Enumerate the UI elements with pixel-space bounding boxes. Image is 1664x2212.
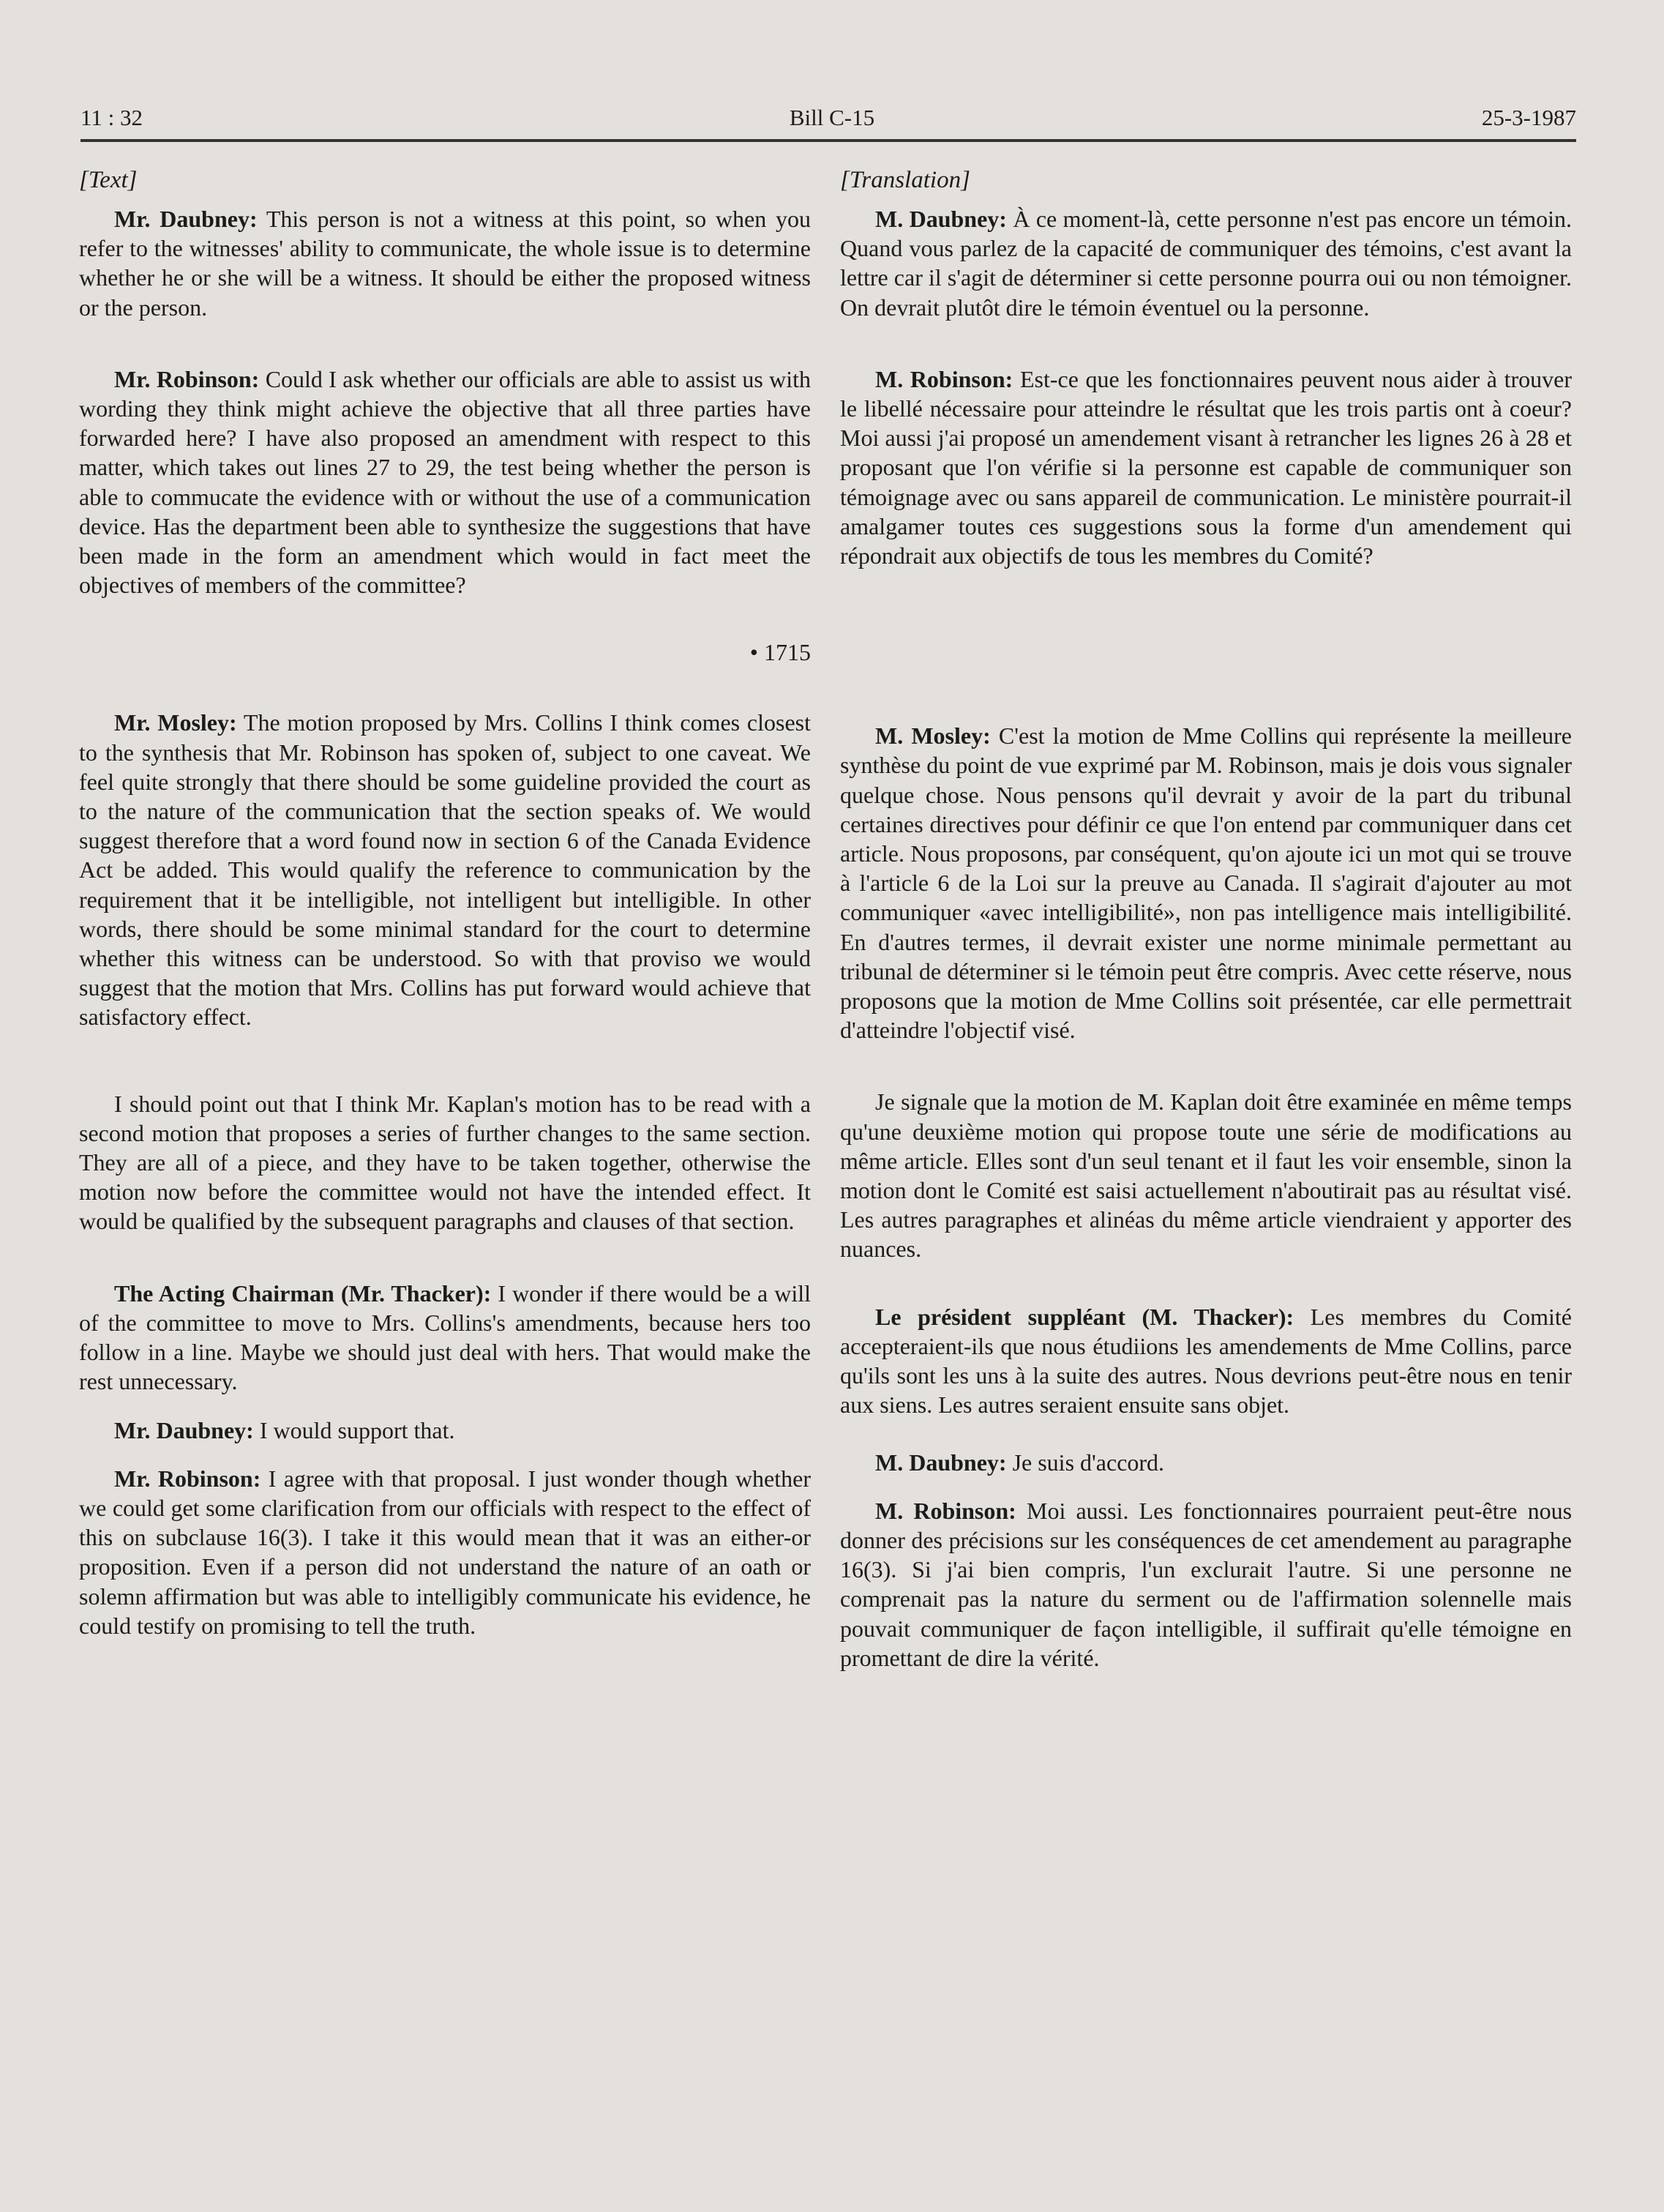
paragraph-text: Could I ask whether our officials are able to assist us with wording they think might achieve the objective that all three parties have forwarded here? I have also proposed an amendment with respect to this matter, which takes out lines 27 to 29, the test being whether the person is able to commucate the evidence with or without the use of a communication device. Has the department been able to synthesize the suggestions that have been made in the form an amendment which would in fact meet the objectives of members of the committee? (79, 365, 812, 599)
speaker-name: The Acting Chairman (Mr. Thacker): (114, 1279, 492, 1307)
speaker-name: Le président suppléant (M. Thacker): (875, 1303, 1294, 1330)
paragraph-chairman-fr (840, 1302, 1572, 1420)
paragraph-daubney-2-fr (840, 1448, 1572, 1477)
speaker-name: M. Mosley: (875, 722, 991, 750)
paragraph-text: C'est la motion de Mme Collins qui représente la meilleure synthèse du point de vue exprimé par M. Robinson, mais je dois vous signaler quelque chose. Nous pensons qu'il devrait y avoir de la part du tribunal certaines directives pour définir ce que l'on entend par communiquer dans cet article. Nous proposons, par conséquent, qu'on ajoute ici un mot qui se trouve à l'article 6 de la Loi sur la preuve au Canada. Il s'agirait d'ajouter au mot communiquer «avec intelligibilité», non pas intelligence mais intelligibilité. En d'autres termes, il devrait exister une norme minimale permettant au tribunal de déterminer si le témoin peut être compris. Avec cette réserve, nous proposons que la motion de Mme Collins soit présentée, car elle permettrait d'atteindre l'objectif visé. (840, 722, 1573, 1044)
bill-title: Bill C-15 (789, 105, 875, 130)
paragraph-daubney-1-fr (840, 204, 1572, 322)
speaker-name: Mr. Daubney: (114, 1416, 254, 1443)
speaker-name: M. Robinson: (875, 365, 1013, 392)
paragraph-text: Je suis d'accord. (1012, 1449, 1165, 1476)
paragraph-continuation (79, 1089, 811, 1236)
paragraph-daubney-2 (79, 1416, 811, 1445)
paragraph-text: À ce moment-là, cette personne n'est pas encore un témoin. Quand vous parlez de la capacité de communiquer des témoins, c'est avant la lettre car il s'agit de déterminer si cette personne pourra oui ou non témoigner. On devrait plutôt dire le témoin éventuel ou la personne. (840, 206, 1573, 321)
english-column (79, 165, 811, 1640)
paragraph-text: I agree with that proposal. I just wonder though whether we could get some clarification from our officials with respect to the effect of this on subclause 16(3). I take it this would mean that it was an either-or proposition. Even if a person did not understand the nature of an oath or solemn affirmation but was able to intelligibly communicate his evidence, he could testify on promising to tell the truth. (79, 1465, 812, 1639)
paragraph-daubney-1 (79, 204, 811, 322)
speaker-name: Mr. Mosley: (114, 709, 237, 736)
french-column (840, 165, 1572, 1673)
text-label: [Text] (79, 167, 138, 193)
paragraph-robinson-1-fr (840, 365, 1572, 570)
paragraph-robinson-1 (79, 365, 811, 600)
paragraph-robinson-2 (79, 1464, 811, 1640)
paragraph-text: I wonder if there would be a will of the committee to move to Mrs. Collins's amendments, because hers too follow in a line. Maybe we should just deal with hers. That would make the rest unnecessary. (79, 1279, 812, 1395)
paragraph-text: Est-ce que les fonctionnaires peuvent nous aider à trouver le libellé nécessaire pour atteindre le résultat que les trois partis ont à coeur? Moi aussi j'ai proposé un amendement visant à retrancher les lignes 26 à 28 et proposant que l'on vérifie si la personne est capable de communiquer son témoignage avec ou sans appareil de communication. Le ministère pourrait-il amalgamer toutes ces suggestions sous la forme d'un amendement qui répondrait aux objectifs de tous les membres du Comité? (840, 365, 1573, 569)
paragraph-text: Les membres du Comité accepteraient-ils que nous étudiions les amendements de Mme Collins, parce qu'ils sont les uns à la suite des autres. Nous devrions peut-être nous en tenir aux siens. Les autres seraient ensuite sans objet. (840, 1303, 1573, 1419)
speaker-name: Mr. Daubney: (114, 206, 258, 232)
paragraph-text: Je signale que la motion de M. Kaplan doit être examinée en même temps qu'une deuxième motion qui propose toute une série de modifications au même article. Elles sont d'un seul tenant et il faut les voir ensemble, sinon la motion dont le Comité est saisi actuellement n'aboutirait pas au résultat visé. Les autres paragraphes et alinéas du même article viendraient y apporter des nuances. (840, 1088, 1572, 1263)
paragraph-text: This person is not a witness at this point, so when you refer to the witnesses' ability to communicate, the whole issue is to determine whether he or she will be a witness. It should be either the proposed witness or the person. (79, 206, 812, 321)
translation-label: [Translation] (840, 167, 970, 193)
paragraph-mosley-fr (840, 721, 1572, 1045)
paragraph-text: Moi aussi. Les fonctionnaires pourraient peut-être nous donner des précisions sur les conséquences de cet amendement au paragraphe 16(3). Si j'ai bien compris, l'un exclurait l'autre. Si une personne ne comprenait pas la nature du serment ou de l'affirmation solennelle mais pouvait communiquer de façon intelligible, il suffirait qu'elle témoigne en promettant de dire la vérité. (840, 1497, 1573, 1671)
speaker-name: Mr. Robinson: (114, 365, 260, 392)
paragraph-chairman (79, 1279, 811, 1397)
speaker-name: M. Daubney: (875, 206, 1007, 232)
page-date: 25-3-1987 (1481, 105, 1576, 130)
timestamp: • 1715 (749, 639, 811, 666)
header-rule (80, 139, 1576, 142)
paragraph-robinson-2-fr (840, 1496, 1572, 1673)
paragraph-mosley (79, 708, 811, 1031)
speaker-name: M. Daubney: (875, 1449, 1007, 1476)
paragraph-text: I should point out that I think Mr. Kaplan's motion has to be read with a second motion that proposes a series of further changes to the same section. They are all of a piece, and they have to be taken together, otherwise the motion now before the committee would not have the intended effect. It would be qualified by the subsequent paragraphs and clauses of that section. (79, 1090, 811, 1235)
paragraph-text: I would support that. (259, 1416, 455, 1443)
speaker-name: M. Robinson: (875, 1497, 1016, 1524)
paragraph-continuation-fr (840, 1087, 1572, 1263)
speaker-name: Mr. Robinson: (114, 1465, 261, 1492)
paragraph-text: The motion proposed by Mrs. Collins I think comes closest to the synthesis that Mr. Robinson has spoken of, subject to one caveat. We feel quite strongly that there should be some guideline provided the court as to the nature of the communication that the section speaks of. We would suggest therefore that a word found now in section 6 of the Canada Evidence Act be added. This would qualify the reference to communication by the requirement that it be intelligible, not intelligent but intelligible. In other words, there should be some minimal standard for the court to determine whether this witness can be understood. So with that proviso we would suggest that the motion that Mrs. Collins has put forward would achieve that satisfactory effect. (79, 709, 812, 1031)
page-number: 11 : 32 (80, 105, 143, 130)
